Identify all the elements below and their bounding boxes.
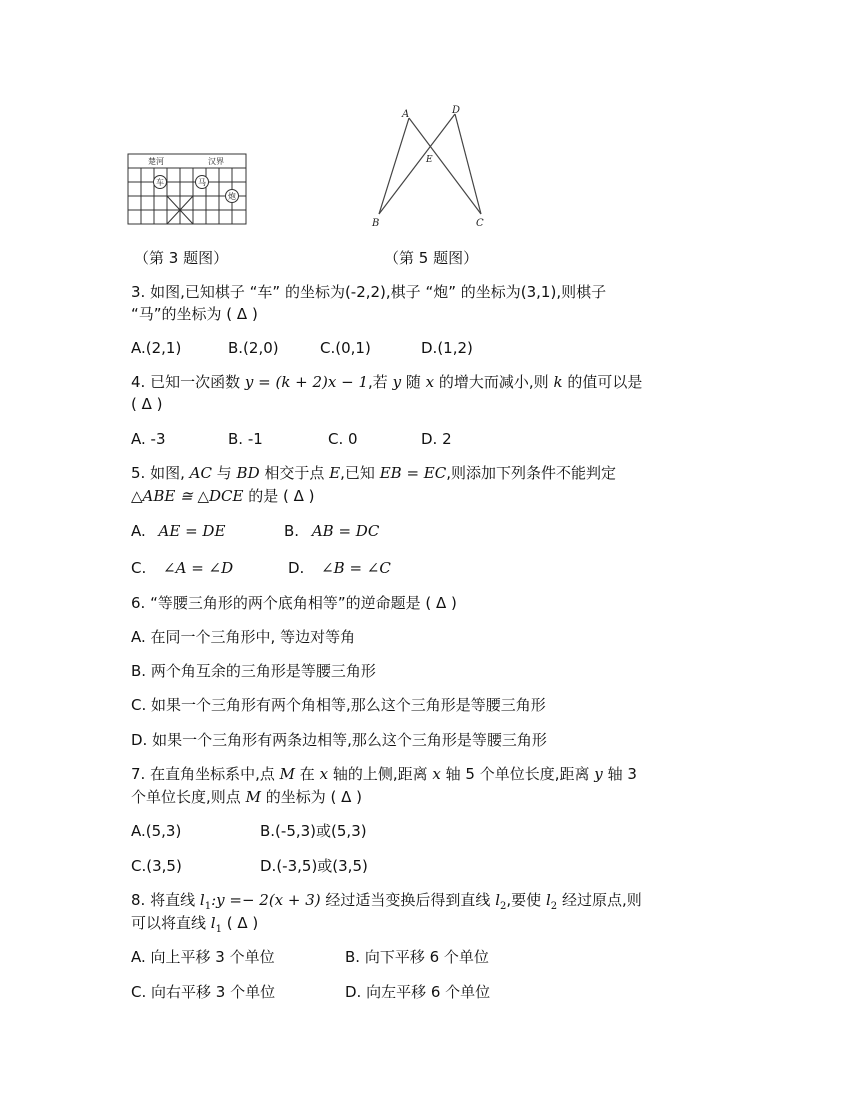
river-label-right: 汉界: [208, 157, 224, 166]
question-7-var-x-2: x: [432, 765, 441, 783]
question-7-stem-text-7: 的坐标为 ( Δ ): [265, 788, 362, 806]
question-7-stem-text-1: 在直角坐标系中,点: [150, 765, 275, 783]
question-3-option-a: A.(2,1): [131, 339, 182, 357]
question-5-option-b: [284, 520, 379, 542]
question-5-option-a-text: AE = DE: [158, 522, 226, 540]
question-8-equation: :y =− 2(x + 3): [211, 891, 321, 909]
question-7-option-a: A.(5,3): [131, 822, 182, 840]
question-7-line-1: [131, 763, 637, 785]
question-4-function: y = (k + 2)x − 1: [244, 373, 369, 391]
question-5-point-e: E: [329, 464, 341, 482]
question-6-number: 6.: [131, 594, 146, 612]
question-5-option-a: [131, 520, 225, 542]
question-5-option-b-letter: B.: [284, 522, 300, 540]
question-5-line-1: [131, 462, 616, 484]
question-8-option-b: B. 向下平移 6 个单位: [345, 948, 489, 966]
chess-piece-pao: [226, 190, 239, 203]
question-5-option-a-letter: A.: [131, 522, 146, 540]
question-4-stem-text-3: 随: [405, 373, 421, 391]
question-5-option-d-letter: D.: [288, 559, 305, 577]
question-5-option-d-text: ∠B = ∠C: [321, 559, 391, 577]
question-4-number: 4.: [131, 373, 146, 391]
question-8-stem-text-3: ,要使: [506, 891, 542, 909]
chess-piece-ma-label: 马: [198, 178, 206, 187]
question-5-stem-text-6: 的是 ( Δ ): [248, 487, 315, 505]
question-8-l2-symbol-2: l: [545, 891, 551, 909]
chess-piece-che: [154, 176, 167, 189]
question-7-point-m: M: [279, 765, 296, 783]
question-8-l1-subscript-2: 1: [215, 924, 222, 935]
question-4-var-y: y: [392, 373, 402, 391]
question-6-option-d: D. 如果一个三角形有两条边相等,那么这个三角形是等腰三角形: [131, 731, 547, 749]
question-8-option-a: A. 向上平移 3 个单位: [131, 948, 275, 966]
question-6-option-b: B. 两个角互余的三角形是等腰三角形: [131, 662, 376, 680]
question-5-number: 5.: [131, 464, 146, 482]
point-label-c: C: [476, 218, 484, 229]
question-4-stem-text-4: 的增大而减小,则: [438, 373, 549, 391]
question-7-stem-text-3: 轴的上侧,距离: [332, 765, 428, 783]
question-5-stem-text-3: 相交于点: [264, 464, 325, 482]
question-5-stem-text-4: ,已知: [340, 464, 375, 482]
question-5-option-c-text: ∠A = ∠D: [163, 559, 234, 577]
river-label-left: 楚河: [148, 157, 164, 166]
question-5-seg-bd: BD: [236, 464, 260, 482]
question-3-option-d: D.(1,2): [421, 339, 473, 357]
question-7-option-b: B.(-5,3)或(5,3): [260, 822, 367, 840]
triangle-figure: [364, 100, 494, 232]
question-4-line-2: ( Δ ): [131, 395, 163, 413]
question-6-option-a: A. 在同一个三角形中, 等边对等角: [131, 628, 356, 646]
question-8-stem-text-6: ( Δ ): [226, 914, 259, 932]
question-7-stem-text-6: 个单位长度,则点: [131, 788, 241, 806]
question-5-option-c: [131, 557, 233, 579]
question-5-congruence: △ABE ≅ △DCE: [131, 487, 244, 505]
question-5-line-2: [131, 485, 315, 507]
chess-piece-ma: [196, 176, 209, 189]
question-8-l2-subscript: 2: [500, 901, 507, 912]
question-8-l1-symbol: l: [199, 891, 205, 909]
question-3-option-b: B.(2,0): [228, 339, 279, 357]
question-6-option-c: C. 如果一个三角形有两个角相等,那么这个三角形是等腰三角形: [131, 696, 546, 714]
question-3-stem-2: “马”的坐标为 ( Δ ): [131, 305, 258, 323]
point-label-e: E: [426, 155, 433, 165]
question-7-stem-text-2: 在: [299, 765, 315, 783]
question-4-stem-text-2: ,若: [368, 373, 388, 391]
question-3-option-c: C.(0,1): [320, 339, 371, 357]
question-8-option-d: D. 向左平移 6 个单位: [345, 983, 491, 1001]
question-5-option-d: [288, 557, 391, 579]
question-8-line-l2-again: [545, 891, 558, 912]
question-3-number: 3.: [131, 283, 146, 301]
question-6-line-1: [131, 592, 457, 614]
question-4-option-a: A. -3: [131, 430, 166, 448]
question-8-number: 8.: [131, 891, 146, 909]
question-8-line-2: [131, 912, 258, 941]
question-7-option-d: D.(-3,5)或(3,5): [260, 857, 368, 875]
question-5-stem-text-5: ,则添加下列条件不能判定: [446, 464, 616, 482]
point-label-d: D: [452, 105, 461, 116]
question-8-stem-text-4: 经过原点,则: [561, 891, 642, 909]
question-8-l1-subscript: 1: [204, 901, 212, 912]
chess-piece-pao-label: 炮: [228, 192, 236, 201]
point-label-a: A: [402, 109, 410, 120]
question-7-number: 7.: [131, 765, 146, 783]
chess-piece-che-label: 车: [156, 178, 164, 187]
question-7-stem-text-5: 轴 3: [607, 765, 637, 783]
question-5-condition: EB = EC: [379, 464, 447, 482]
question-3-line-1: [131, 281, 606, 303]
question-8-line-l1: [199, 891, 321, 912]
question-4-var-x: x: [425, 373, 435, 391]
question-5-stem-text-2: 与: [216, 464, 232, 482]
question-8-line-l1-again: [210, 914, 222, 935]
question-5-option-c-letter: C.: [131, 559, 147, 577]
question-8-l2-symbol: l: [495, 891, 501, 909]
point-label-b: B: [372, 218, 380, 229]
question-4-line-1: [131, 371, 642, 393]
question-7-stem-text-4: 轴 5 个单位长度,距离: [445, 765, 590, 783]
question-5-seg-ac: AC: [189, 464, 212, 482]
question-4-stem-text-1: 已知一次函数: [150, 373, 241, 391]
question-8-stem-text-5: 可以将直线: [131, 914, 207, 932]
question-4-var-k: k: [553, 373, 563, 391]
question-7-var-x-1: x: [319, 765, 329, 783]
question-7-point-m-2: M: [245, 788, 261, 806]
question-8-l2-subscript-2: 2: [550, 901, 558, 912]
question-8-l1-symbol-2: l: [210, 914, 216, 932]
question-7-option-c: C.(3,5): [131, 857, 182, 875]
question-8-stem-text-1: 将直线: [150, 891, 196, 909]
question-4-option-b: B. -1: [228, 430, 263, 448]
question-7-var-y: y: [594, 765, 603, 783]
question-4-option-d: D. 2: [421, 430, 452, 448]
question-5-option-b-text: AB = DC: [311, 522, 380, 540]
question-6-stem: “等腰三角形的两个底角相等”的逆命题是 ( Δ ): [150, 594, 457, 612]
question-5-stem-text-1: 如图,: [150, 464, 185, 482]
question-8-option-c: C. 向右平移 3 个单位: [131, 983, 276, 1001]
chessboard-figure: [126, 152, 250, 228]
question-3-line-2: [131, 303, 258, 325]
question-4-option-c: C. 0: [328, 430, 358, 448]
question-8-line-l2: [495, 891, 507, 912]
question-3-stem-1: 如图,已知棋子 “车” 的坐标为(-2,2),棋子 “炮” 的坐标为(3,1),则棋子: [150, 283, 607, 301]
figure-3-caption: （第 3 题图）: [134, 249, 229, 267]
figure-5-caption: （第 5 题图）: [384, 249, 479, 267]
question-8-stem-text-2: 经过适当变换后得到直线: [325, 891, 491, 909]
question-4-stem-text-5: 的值可以是: [567, 373, 643, 391]
question-7-line-2: [131, 786, 362, 808]
